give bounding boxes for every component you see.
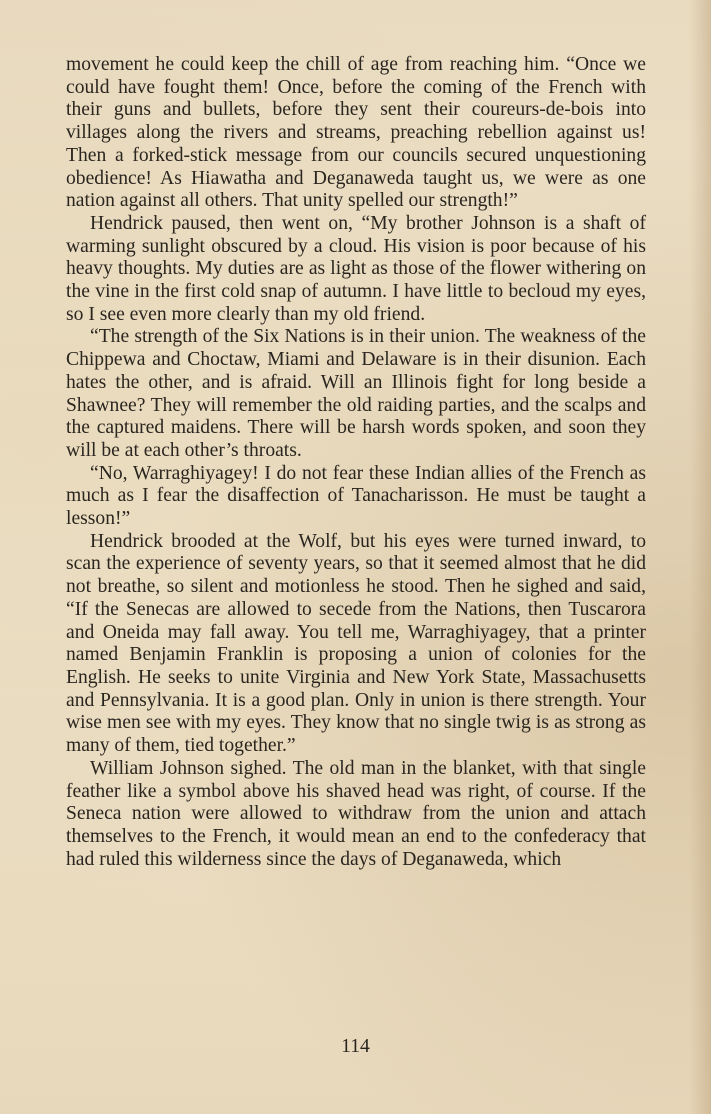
paragraph-1: movement he could keep the chill of age from reaching him. “Once we could have fought them! Once, before the coming of the French with their guns and bullets, before they sent their coureurs-de-bois into villages along the rivers and streams, preaching rebellion against us! Then a forked-stick message from our councils secured unquestioning obedience! As Hiawatha and Deganaweda taught us, we were as one nation against all others. That unity spelled our strength!” bbox=[66, 54, 646, 212]
paragraph-3: “The strength of the Six Nations is in their union. The weakness of the Chippewa and Choctaw, Miami and Delaware is in their disunion. Each hates the other, and is afraid. Will an Illinois fight for long beside a Shawnee? They will remember the old raiding parties, and the scalps and the captured maidens. There will be harsh words spoken, and soon they will be at each other’s throats. bbox=[66, 326, 646, 461]
paragraph-2: Hendrick paused, then went on, “My brother Johnson is a shaft of warming sunlight obscured by a cloud. His vision is poor because of his heavy thoughts. My duties are as light as those of the flower withering on the vine in the first cold snap of autumn. I have little to becloud my eyes, so I see even more clearly than my old friend. bbox=[66, 212, 646, 325]
page-number: 114 bbox=[341, 1036, 370, 1057]
page-edge-shadow bbox=[689, 0, 711, 1114]
paragraph-6: William Johnson sighed. The old man in the blanket, with that single feather like a symbol above his shaved head was right, of course. If the Seneca nation were allowed to withdraw from the union and attach themselves to the French, it would mean an end to the confederacy that had ruled this wilderness since the days of Deganaweda, which bbox=[66, 757, 646, 870]
body-text bbox=[66, 54, 646, 871]
paragraph-4: “No, Warraghiyagey! I do not fear these Indian allies of the French as much as I fear the disaffection of Tanacharisson. He must be taught a lesson!” bbox=[66, 462, 646, 530]
paragraph-5: Hendrick brooded at the Wolf, but his eyes were turned inward, to scan the experience of seventy years, so that it seemed almost that he did not breathe, so silent and motionless he stood. Then he sighed and said, “If the Senecas are allowed to secede from the Nations, then Tuscarora and Oneida may fall away. You tell me, Warraghiyagey, that a printer named Benjamin Franklin is proposing a union of colonies for the English. He seeks to unite Virginia and New York State, Massachusetts and Pennsylvania. It is a good plan. Only in union is there strength. Your wise men see with my eyes. They know that no single twig is as strong as many of them, tied together.” bbox=[66, 530, 646, 757]
